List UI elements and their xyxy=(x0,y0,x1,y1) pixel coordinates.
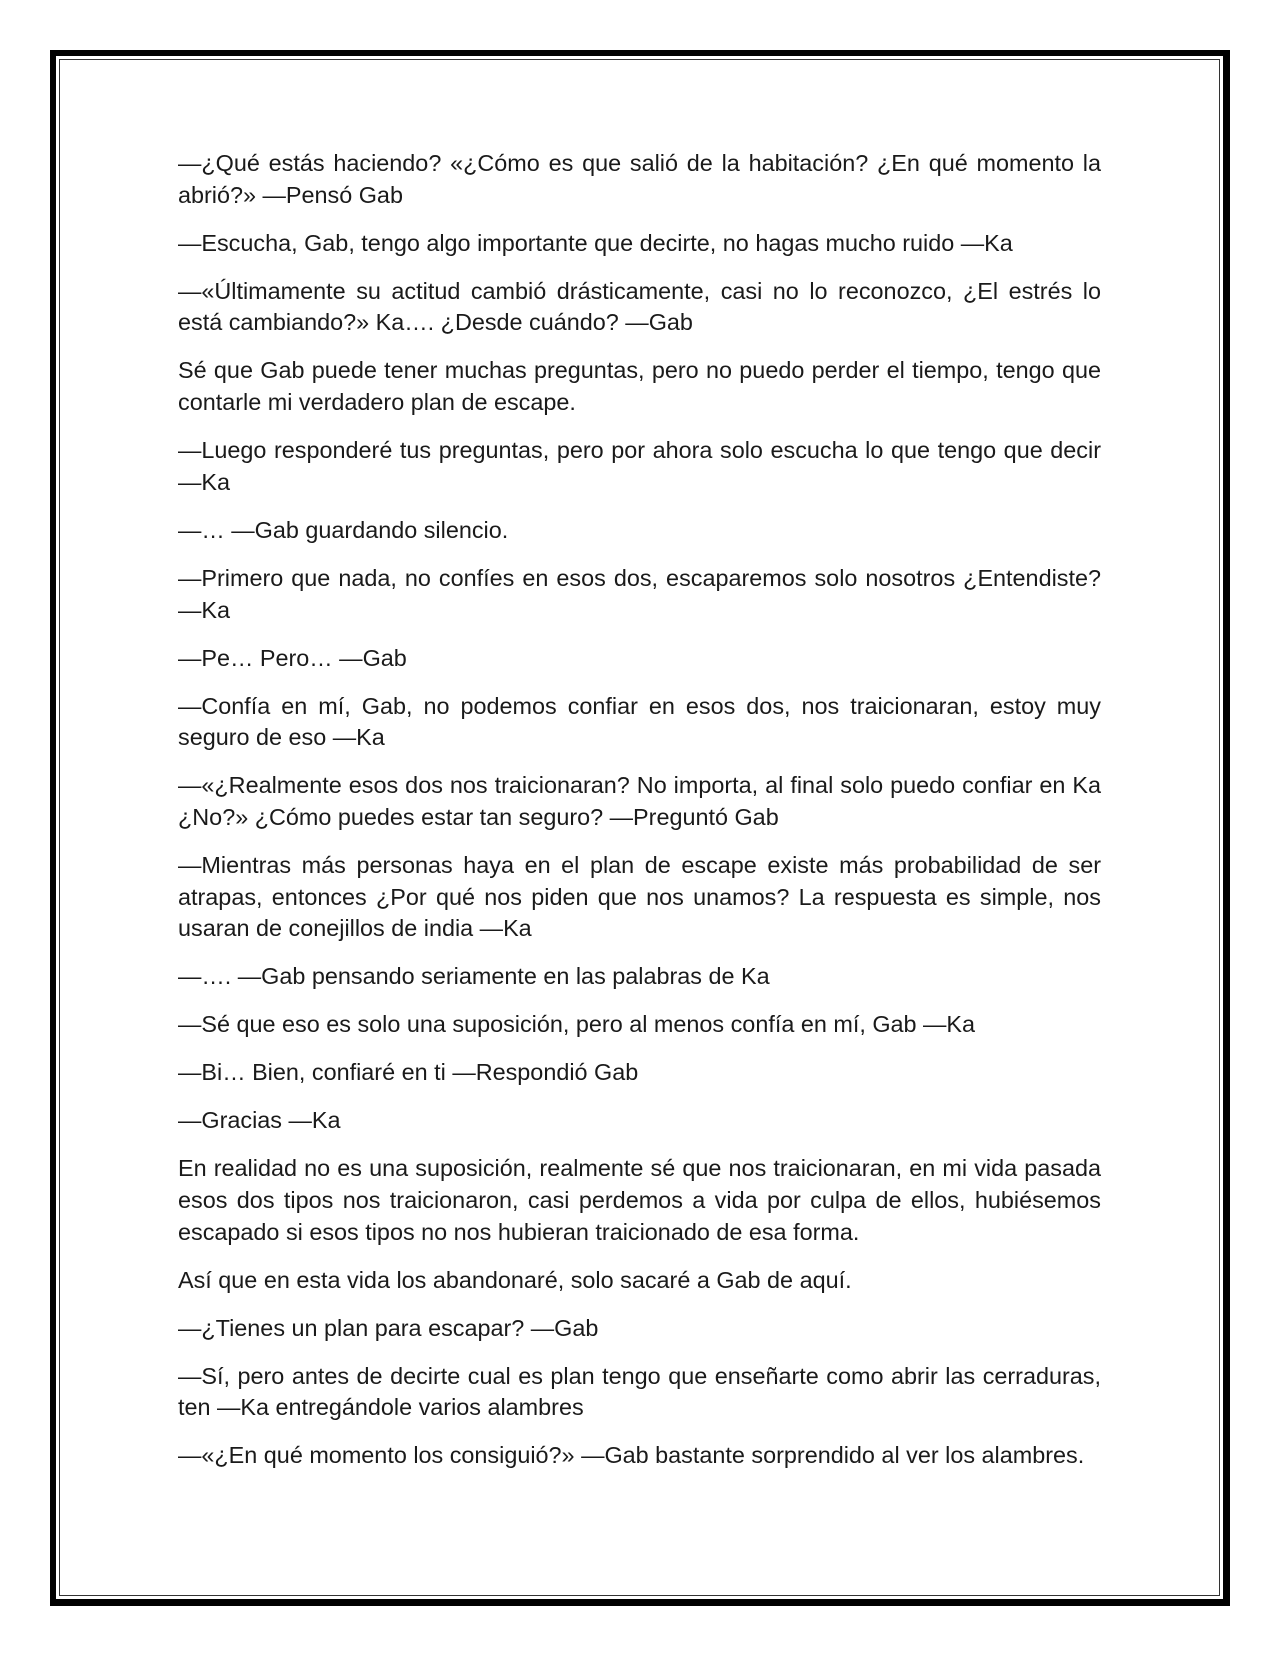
paragraph: —Bi… Bien, confiaré en ti —Respondió Gab xyxy=(178,1059,639,1086)
paragraph: —«Últimamente su actitud cambió drásticamente, casi no lo reconozco, ¿El estrés lo está cambiando?» Ka…. ¿Desde cuándo? —Gab xyxy=(178,277,1101,336)
paragraph: —Gracias —Ka xyxy=(178,1107,341,1134)
paragraph: —Sí, pero antes de decirte cual es plan tengo que enseñarte como abrir las cerraduras, ten —Ka entregándole varios alambres xyxy=(178,1362,1101,1421)
paragraph: —«¿En qué momento los consiguió?» —Gab bastante sorprendido al ver los alambres. xyxy=(178,1442,1085,1469)
paragraph: —«¿Realmente esos dos nos traicionaran? No importa, al final solo puedo confiar en Ka ¿No?» ¿Cómo puedes estar tan seguro? —Preguntó Gab xyxy=(178,772,1101,830)
paragraph: En realidad no es una suposición, realmente sé que nos traicionaran, en mi vida pasada esos dos tipos nos traicionaron, casi perdemos a vida por culpa de ellos, hubiésemos escapado si esos tipos no nos hubieran traicionado de esa forma. xyxy=(178,1155,1101,1245)
paragraph: —… —Gab guardando silencio. xyxy=(178,516,509,543)
paragraph: —Primero que nada, no confíes en esos dos, escaparemos solo nosotros ¿Entendiste? —Ka xyxy=(178,564,1101,623)
document-body xyxy=(178,148,1101,1488)
paragraph: —Luego responderé tus preguntas, pero por ahora solo escucha lo que tengo que decir —Ka xyxy=(178,437,1101,495)
paragraph: —Pe… Pero… —Gab xyxy=(178,644,407,671)
paragraph: —…. —Gab pensando seriamente en las palabras de Ka xyxy=(178,963,770,990)
paragraph: —Mientras más personas haya en el plan de escape existe más probabilidad de ser atrapas, entonces ¿Por qué nos piden que nos unamos? La respuesta es simple, nos usaran de conejillos de india —Ka xyxy=(178,851,1101,942)
paragraph: —Confía en mí, Gab, no podemos confiar en esos dos, nos traicionaran, estoy muy seguro de eso —Ka xyxy=(178,692,1101,751)
paragraph: Así que en esta vida los abandonaré, solo sacaré a Gab de aquí. xyxy=(178,1266,852,1293)
paragraph: —Escucha, Gab, tengo algo importante que decirte, no hagas mucho ruido —Ka xyxy=(178,229,1013,256)
paragraph: —¿Tienes un plan para escapar? —Gab xyxy=(178,1314,599,1341)
paragraph: —Sé que eso es solo una suposición, pero al menos confía en mí, Gab —Ka xyxy=(178,1011,976,1038)
paragraph: —¿Qué estás haciendo? «¿Cómo es que salió de la habitación? ¿En qué momento la abrió?» —Pensó Gab xyxy=(178,150,1101,208)
paragraph: Sé que Gab puede tener muchas preguntas, pero no puedo perder el tiempo, tengo que contarle mi verdadero plan de escape. xyxy=(178,357,1101,416)
